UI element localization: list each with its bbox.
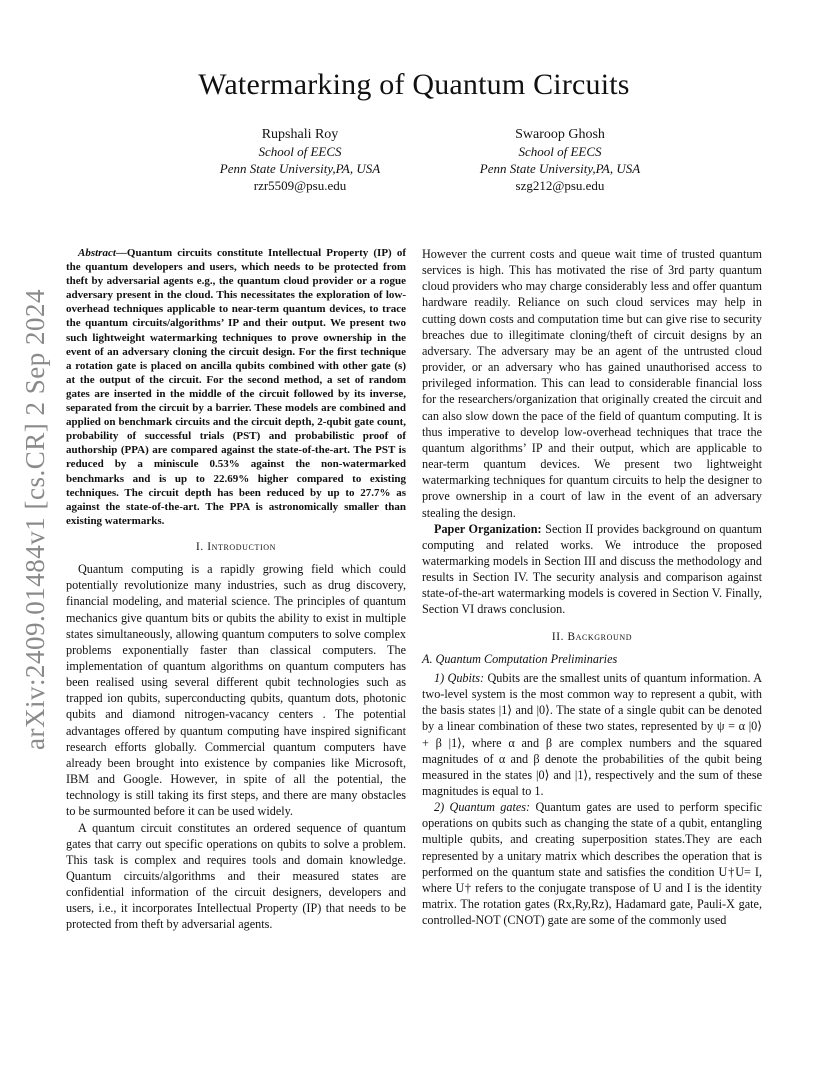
left-column [66, 246, 406, 933]
author-university: Penn State University,PA, USA [219, 161, 381, 176]
abstract-text: —Quantum circuits constitute Intellectual Property (IP) of the quantum developers and users, which needs to be protected from theft by adversarial agents e.g., the quantum cloud provider or a rogue adversary present in the cloud. This necessitates the exploration of low-overhead techniques applicable to near-term quantum devices, to trace the quantum circuits/algorithms’ IP and their output. We present two such lightweight watermarking techniques to prove ownership in the event of an adversary cloning the circuit design. For the first technique a rotation gate is placed on ancilla qubits combined with other gate (s) at the output of the circuit. For the second method, a set of random gates are inserted in the middle of the circuit followed by its inverse, separated from the circuit by a barrier. These models are combined and applied on benchmark circuits and the circuit depth, 2-qubit gate count, probability of successful trials (PST) and probabilistic proof of authorship (PPA) are compared against the state-of-the-art. The PST is reduced by a miniscule 0.53% against the non-watermarked benchmarks and is up to 22.69% higher compared to existing techniques. The circuit depth has been reduced by up to 27.7% as against the state-of-the-art. The PPA is astronomically smaller than existing watermarks. [66, 247, 406, 527]
intro-paragraph-1: Quantum computing is a rapidly growing field which could potentially revolutionize many industries, such as drug discovery, financial modeling, and material science. The principles of quantum mechanics give quantum bits or qubits the ability to exist in multiple states simultaneously, allowing quantum computers to solve complex problems exponentially faster than classical computers. The implementation of quantum algorithms on quantum computers has been realised using several different qubit technologies such as trapped ion qubits, superconducting qubits, quantum dots, photonic qubits and diamond nitrogen-vacancy centers . The potential advantages offered by quantum computing have inspired significant research efforts globally. Commercial quantum computers have already been brought into existence by companies like Microsoft, IBM and Google. However, in spite of all the potential, the technology is still taking its first steps, and there are many obstacles to be surmounted before it can be used widely. [66, 562, 406, 819]
intro-paragraph-2: A quantum circuit constitutes an ordered sequence of quantum gates that carry out specific operations on qubits to solve a problem. This task is complex and requires tools and domain knowledge. Quantum circuits/algorithms and their measured states are confidential information of the circuit designers, developers and users, i.e., it incorporates Intellectual Property (IP) that needs to be protected from theft by adversarial agents. [66, 820, 406, 932]
gates-paragraph [422, 799, 762, 928]
section-heading-introduction: I. Introduction [196, 540, 276, 553]
paper-title: Watermarking of Quantum Circuits [198, 68, 630, 101]
intro-paragraph-3: However the current costs and queue wait time of trusted quantum services is high. This has motivated the rise of 3rd party quantum cloud providers who may charge considerably less and offer quantum hardware readily. Reliance on such cloud services may help in cutting down costs and computation time but can give rise to security breaches due to illegitimate cloning/theft of circuit designs by an adversary. The adversary may be an agent of the untrusted cloud provider, or an adversary who has gained unauthorised access to privileged information. This can lead to considerable financial loss for the researchers/organization that originally created the circuit and can also slow down the pace of the field of quantum computing. It is thus imperative to develop low-overhead techniques that trace the quantum algorithms’ IP and their output, which are applicable to near-term quantum devices. We present two lightweight watermarking techniques for quantum circuits to help the designer to prove ownership in a court of law in the event of an adversary stealing the design. [422, 247, 762, 520]
author-university: Penn State University,PA, USA [479, 161, 641, 176]
gates-text: Quantum gates are used to perform specific operations on qubits such as changing the state of a qubit, entangling multiple qubits, and creating superposition states.They are each represented by a unitary matrix which describes the operation that is performed on the quantum state and satisfies the condition U†U= I, where U† refers to the conjugate transpose of U and I is the identity matrix. The rotation gates (Rx,Ry,Rz), Hadamard gate, Pauli-X gate, controlled-NOT (CNOT) gate are some of the commonly used [422, 800, 762, 928]
author-email: szg212@psu.edu [515, 178, 605, 193]
author-name: Swaroop Ghosh [515, 127, 605, 142]
author-name: Rupshali Roy [261, 127, 339, 142]
paper-organization-lead: Paper Organization: [434, 521, 542, 536]
author-email: rzr5509@psu.edu [253, 178, 347, 193]
abstract-lead: Abstract [78, 247, 116, 259]
author-dept: School of EECS [258, 144, 342, 159]
paper-organization-text: Section II provides background on quantum computing and related works. We introduce the proposed watermarking models in Section III and discuss the methodology and results in Section IV. The security analysis and comparison against state-of-the-art watermarking models is covered in Section V. Finally, Section VI draws conclusion. [422, 521, 762, 617]
author-block-2 [430, 126, 690, 194]
subsection-heading: A. Quantum Computation Preliminaries [422, 651, 618, 666]
author-block-1 [170, 126, 430, 194]
abstract [66, 246, 406, 528]
paper-organization-paragraph [422, 521, 762, 618]
arxiv-identifier: arXiv:2409.01484v1 [cs.CR] 2 Sep 2024 [20, 289, 50, 750]
right-column [422, 246, 762, 928]
qubits-paragraph [422, 670, 762, 799]
section-heading-background: II. Background [551, 630, 633, 643]
gates-lead: 2) Quantum gates: [434, 800, 531, 815]
qubits-lead: 1) Qubits: [434, 670, 485, 685]
qubits-text: Qubits are the smallest units of quantum information. A two-level system is the most common way to represent a qubit, with the basis states |1⟩ and |0⟩. The state of a single qubit can be denoted by a linear combination of these two states, represented by ψ = α |0⟩ + β |1⟩, where α and β are complex numbers and the squared magnitudes of α and β denote the probabilities of the qubit being measured in the states |0⟩ and |1⟩, respectively and the sum of these magnitudes is equal to 1. [422, 670, 763, 798]
author-dept: School of EECS [518, 144, 602, 159]
